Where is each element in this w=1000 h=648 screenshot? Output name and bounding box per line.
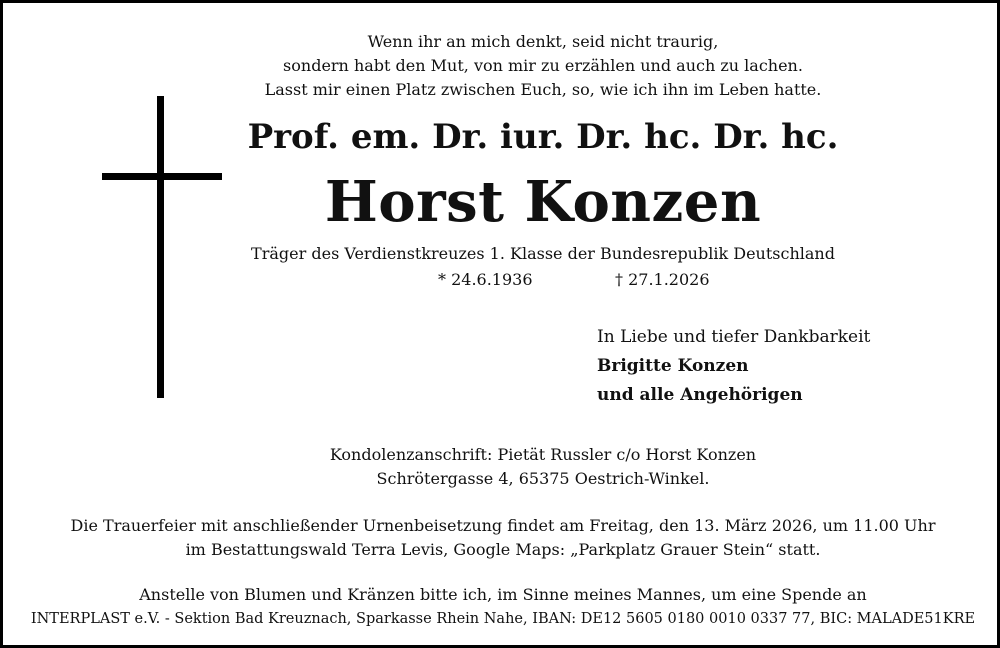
honor-line: Träger des Verdienstkreuzes 1. Klasse der Bundesrepublik Deutschland [251,244,835,263]
ceremony-notice [43,514,963,562]
death-date: † 27.1.2026 [615,270,710,289]
family-signature [597,323,870,410]
ceremony-line-2: im Bestattungswald Terra Levis, Google Maps: „Parkplatz Grauer Stein“ statt. [185,540,821,559]
donation-notice [23,583,983,631]
condolence-address [243,443,843,491]
poem-line-2: sondern habt den Mut, von mir zu erzählen und auch zu lachen. [283,56,803,75]
poem-line-1: Wenn ihr an mich denkt, seid nicht traurig, [367,32,719,51]
family-intro: In Liebe und tiefer Dankbarkeit [597,327,871,347]
family-name-2: und alle Angehörigen [597,385,803,405]
birth-date: * 24.6.1936 [438,270,533,289]
deceased-name: Horst Konzen [324,169,762,235]
cross-vertical-bar [157,96,164,398]
ceremony-line-1: Die Trauerfeier mit anschließender Urnenbeisetzung findet am Freitag, den 13. März 2026, um 11.00 Uhr [70,516,936,535]
poem [243,30,843,102]
poem-line-3: Lasst mir einen Platz zwischen Euch, so, wie ich ihn im Leben hatte. [264,80,822,99]
condolence-line-1: Kondolenzanschrift: Pietät Russler c/o Horst Konzen [329,445,757,464]
condolence-line-2: Schrötergasse 4, 65375 Oestrich-Winkel. [376,469,710,488]
donation-line-2: INTERPLAST e.V. - Sektion Bad Kreuznach, Sparkasse Rhein Nahe, IBAN: DE12 5605 0180 0010 0337 77, BIC: MALADE51KRE [30,611,976,627]
cross-horizontal-bar [102,173,222,180]
family-name-1: Brigitte Konzen [597,356,749,376]
academic-titles: Prof. em. Dr. iur. Dr. hc. Dr. hc. [247,117,839,157]
donation-line-1: Anstelle von Blumen und Kränzen bitte ich, im Sinne meines Mannes, um eine Spende an [139,585,867,604]
